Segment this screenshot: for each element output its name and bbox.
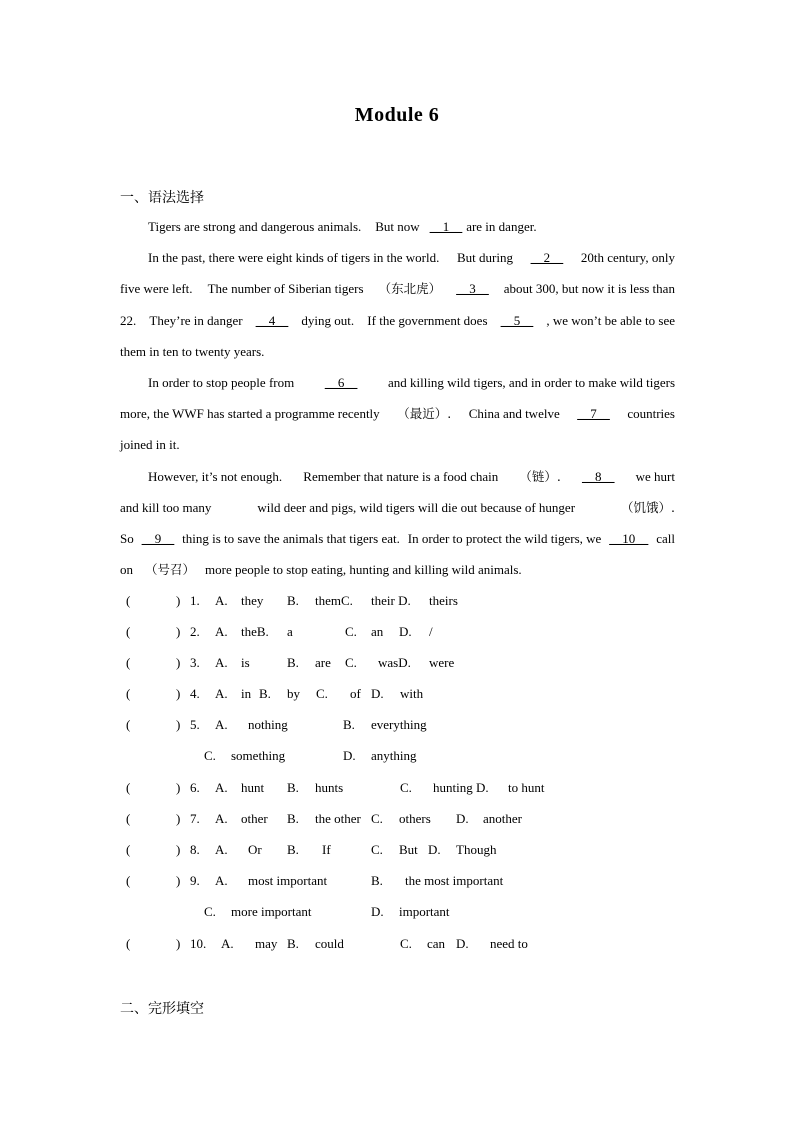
text-segment: C. <box>400 780 412 795</box>
text-segment: 7. <box>190 811 200 826</box>
text-segment: themC. <box>315 593 353 608</box>
passage-line <box>120 432 675 463</box>
passage-line <box>120 401 675 432</box>
question-row-continued <box>120 901 680 923</box>
text-segment: （东北虎） <box>378 281 442 297</box>
text-segment: to hunt <box>508 780 545 795</box>
text-segment: If <box>322 842 331 857</box>
text-segment: other <box>241 811 268 826</box>
question-row <box>120 808 680 830</box>
text-segment: ) <box>176 593 181 608</box>
text-segment: Remember that nature is a food chain <box>303 468 499 484</box>
text-segment: A. <box>215 873 228 888</box>
answer-blank: __3__ <box>456 281 489 297</box>
text-segment: （最近）. <box>397 406 452 422</box>
text-segment: A. <box>215 624 228 639</box>
text-segment: need to <box>490 936 528 951</box>
text-segment: However, it’s not enough. <box>148 468 283 484</box>
text-segment: , we won’t be able to see <box>546 312 675 328</box>
text-segment: A. <box>215 842 228 857</box>
text-segment: （链）. <box>519 468 561 484</box>
text-segment: important <box>399 904 450 919</box>
text-segment: in <box>241 686 252 701</box>
question-row <box>120 621 680 643</box>
text-segment: may <box>255 936 278 951</box>
text-segment: D. <box>456 811 469 826</box>
answer-blank: __5__ <box>500 312 534 328</box>
text-segment: and killing wild tigers, and in order to make wild tigers <box>387 374 675 390</box>
text-segment: / <box>429 624 433 639</box>
text-segment: C. <box>204 904 216 919</box>
text-segment: B. <box>287 780 299 795</box>
text-segment: can <box>427 936 446 951</box>
section-heading-cloze: 二、完形填空 <box>120 1001 204 1017</box>
text-segment: hunting D. <box>433 780 489 795</box>
text-segment: A. <box>215 717 228 732</box>
text-segment: ) <box>176 686 181 701</box>
text-segment: an <box>371 624 384 639</box>
text-segment: But <box>399 842 418 857</box>
text-segment: 22. <box>120 312 137 328</box>
text-segment: C. <box>400 936 412 951</box>
text-segment: A. <box>215 655 228 670</box>
text-segment: we hurt <box>635 468 675 484</box>
text-segment: and kill too many <box>120 499 212 515</box>
text-segment: C. <box>204 748 216 763</box>
text-segment: by <box>287 686 300 701</box>
text-segment: ( <box>126 811 131 826</box>
text-segment: ) <box>176 717 181 732</box>
text-segment: 9. <box>190 873 200 888</box>
passage-line <box>120 339 675 370</box>
text-segment: hunts <box>315 780 344 795</box>
passage-line <box>120 245 675 276</box>
text-segment: D. <box>371 686 384 701</box>
text-segment: B. <box>343 717 355 732</box>
text-segment: are in danger. <box>466 219 537 234</box>
passage-line <box>120 308 675 339</box>
passage-line <box>120 370 675 401</box>
text-segment: But now <box>375 219 420 234</box>
text-segment: ( <box>126 936 131 951</box>
text-segment: B. <box>259 686 271 701</box>
question-row <box>120 683 680 705</box>
text-segment: B. <box>287 936 299 951</box>
text-segment: is <box>241 655 250 670</box>
question-row-continued <box>120 745 680 767</box>
text-segment: ( <box>126 686 131 701</box>
passage-line <box>120 557 675 588</box>
section-heading-grammar: 一、语法选择 <box>120 190 204 206</box>
text-segment: A. <box>221 936 234 951</box>
passage-line <box>120 214 675 245</box>
text-segment: 10. <box>190 936 207 951</box>
question-row <box>120 590 680 612</box>
text-segment: they <box>241 593 264 608</box>
text-segment: So <box>120 530 134 546</box>
answer-blank: __6__ <box>324 374 358 390</box>
text-segment: Though <box>456 842 497 857</box>
text-segment: A. <box>215 811 228 826</box>
text-segment: B. <box>287 593 299 608</box>
text-segment: could <box>315 936 344 951</box>
text-segment: ( <box>126 717 131 732</box>
text-segment: the most important <box>405 873 504 888</box>
passage-line <box>120 276 675 307</box>
text-segment: D. <box>399 624 412 639</box>
text-segment: wild deer and pigs, wild tigers will die out because of hunger <box>257 499 576 515</box>
text-segment: A. <box>215 686 228 701</box>
question-row <box>120 777 680 799</box>
text-segment: ( <box>126 780 131 795</box>
answer-blank: __8__ <box>582 468 615 484</box>
text-segment: hunt <box>241 780 265 795</box>
answer-blank: __2__ <box>530 250 564 266</box>
text-segment: D. <box>371 904 384 919</box>
text-segment: Or <box>248 842 262 857</box>
passage-line <box>120 526 675 557</box>
text-segment: ) <box>176 655 181 670</box>
text-segment: Tigers are strong and dangerous animals. <box>148 219 362 234</box>
text-segment: wasD. <box>378 655 411 670</box>
text-segment: China and twelve <box>468 406 560 422</box>
text-segment: ( <box>126 655 131 670</box>
text-segment: about 300, but now it is less than <box>503 281 675 297</box>
text-segment: B. <box>287 811 299 826</box>
text-segment: If the government does <box>367 312 488 328</box>
text-segment: ) <box>176 811 181 826</box>
text-segment: C. <box>371 811 383 826</box>
text-segment: B. <box>287 655 299 670</box>
text-segment: （号召） <box>145 562 196 578</box>
text-segment: ) <box>176 624 181 639</box>
text-segment: 6. <box>190 780 200 795</box>
text-segment: But during <box>457 250 513 266</box>
question-row <box>120 714 680 736</box>
text-segment: 2. <box>190 624 200 639</box>
text-segment: more, the WWF has started a programme recently <box>120 406 380 422</box>
text-segment: C. <box>316 686 328 701</box>
text-segment: ( <box>126 593 131 608</box>
text-segment: of <box>350 686 361 701</box>
text-segment: In order to stop people from <box>148 374 295 390</box>
text-segment: 8. <box>190 842 200 857</box>
text-segment: were <box>429 655 455 670</box>
text-segment: D. <box>428 842 441 857</box>
text-segment: ( <box>126 624 131 639</box>
text-segment: A. <box>215 780 228 795</box>
text-segment: D. <box>456 936 469 951</box>
question-row <box>120 652 680 674</box>
text-segment: C. <box>371 842 383 857</box>
text-segment: dying out. <box>301 312 355 328</box>
text-segment: joined in it. <box>120 437 180 453</box>
text-segment: everything <box>371 717 427 732</box>
text-segment: 1. <box>190 593 200 608</box>
text-segment: theB. <box>241 624 269 639</box>
answer-blank: __1__ <box>429 219 463 234</box>
text-segment: call <box>656 530 675 546</box>
text-segment: anything <box>371 748 417 763</box>
answer-blank: __9__ <box>141 530 175 546</box>
question-row <box>120 933 680 955</box>
text-segment: thing is to save the animals that tigers eat. <box>182 530 400 546</box>
text-segment: more people to stop eating, hunting and killing wild animals. <box>205 562 522 578</box>
text-segment: another <box>483 811 522 826</box>
text-segment: are <box>315 655 331 670</box>
text-segment: most important <box>248 873 328 888</box>
text-segment: nothing <box>248 717 288 732</box>
text-segment: B. <box>287 842 299 857</box>
text-segment: The number of Siberian tigers <box>207 281 364 297</box>
page-title: Module 6 <box>354 104 440 126</box>
passage-line <box>120 464 675 495</box>
text-segment: ) <box>176 780 181 795</box>
question-row <box>120 839 680 861</box>
text-segment: more important <box>231 904 312 919</box>
text-segment: countries <box>627 406 675 422</box>
text-segment: something <box>231 748 286 763</box>
text-segment: their D. <box>371 593 411 608</box>
text-segment: five were left. <box>120 281 193 297</box>
answer-blank: __7__ <box>577 406 610 422</box>
text-segment: ( <box>126 873 131 888</box>
text-segment: the other <box>315 811 361 826</box>
text-segment: A. <box>215 593 228 608</box>
text-segment: ( <box>126 842 131 857</box>
text-segment: a <box>287 624 293 639</box>
text-segment: others <box>399 811 431 826</box>
text-segment: 5. <box>190 717 200 732</box>
text-segment: In order to protect the wild tigers, we <box>407 530 602 546</box>
text-segment: D. <box>343 748 356 763</box>
text-segment: C. <box>345 655 357 670</box>
text-segment: They’re in danger <box>149 312 243 328</box>
text-segment: ) <box>176 936 181 951</box>
text-segment: （饥饿）. <box>621 499 675 515</box>
text-segment: In the past, there were eight kinds of tigers in the world. <box>148 250 440 266</box>
text-segment: ) <box>176 842 181 857</box>
answer-blank: __4__ <box>255 312 289 328</box>
text-segment: B. <box>371 873 383 888</box>
text-segment: them in ten to twenty years. <box>120 343 265 359</box>
text-segment: 3. <box>190 655 200 670</box>
answer-blank: __10__ <box>609 530 649 546</box>
text-segment: on <box>120 562 133 578</box>
passage <box>120 214 675 588</box>
text-segment: 4. <box>190 686 200 701</box>
question-row <box>120 870 680 892</box>
text-segment: 20th century, only <box>580 250 675 266</box>
text-segment: ) <box>176 873 181 888</box>
passage-line <box>120 495 675 526</box>
text-segment: with <box>400 686 424 701</box>
text-segment: theirs <box>429 593 458 608</box>
text-segment: C. <box>345 624 357 639</box>
